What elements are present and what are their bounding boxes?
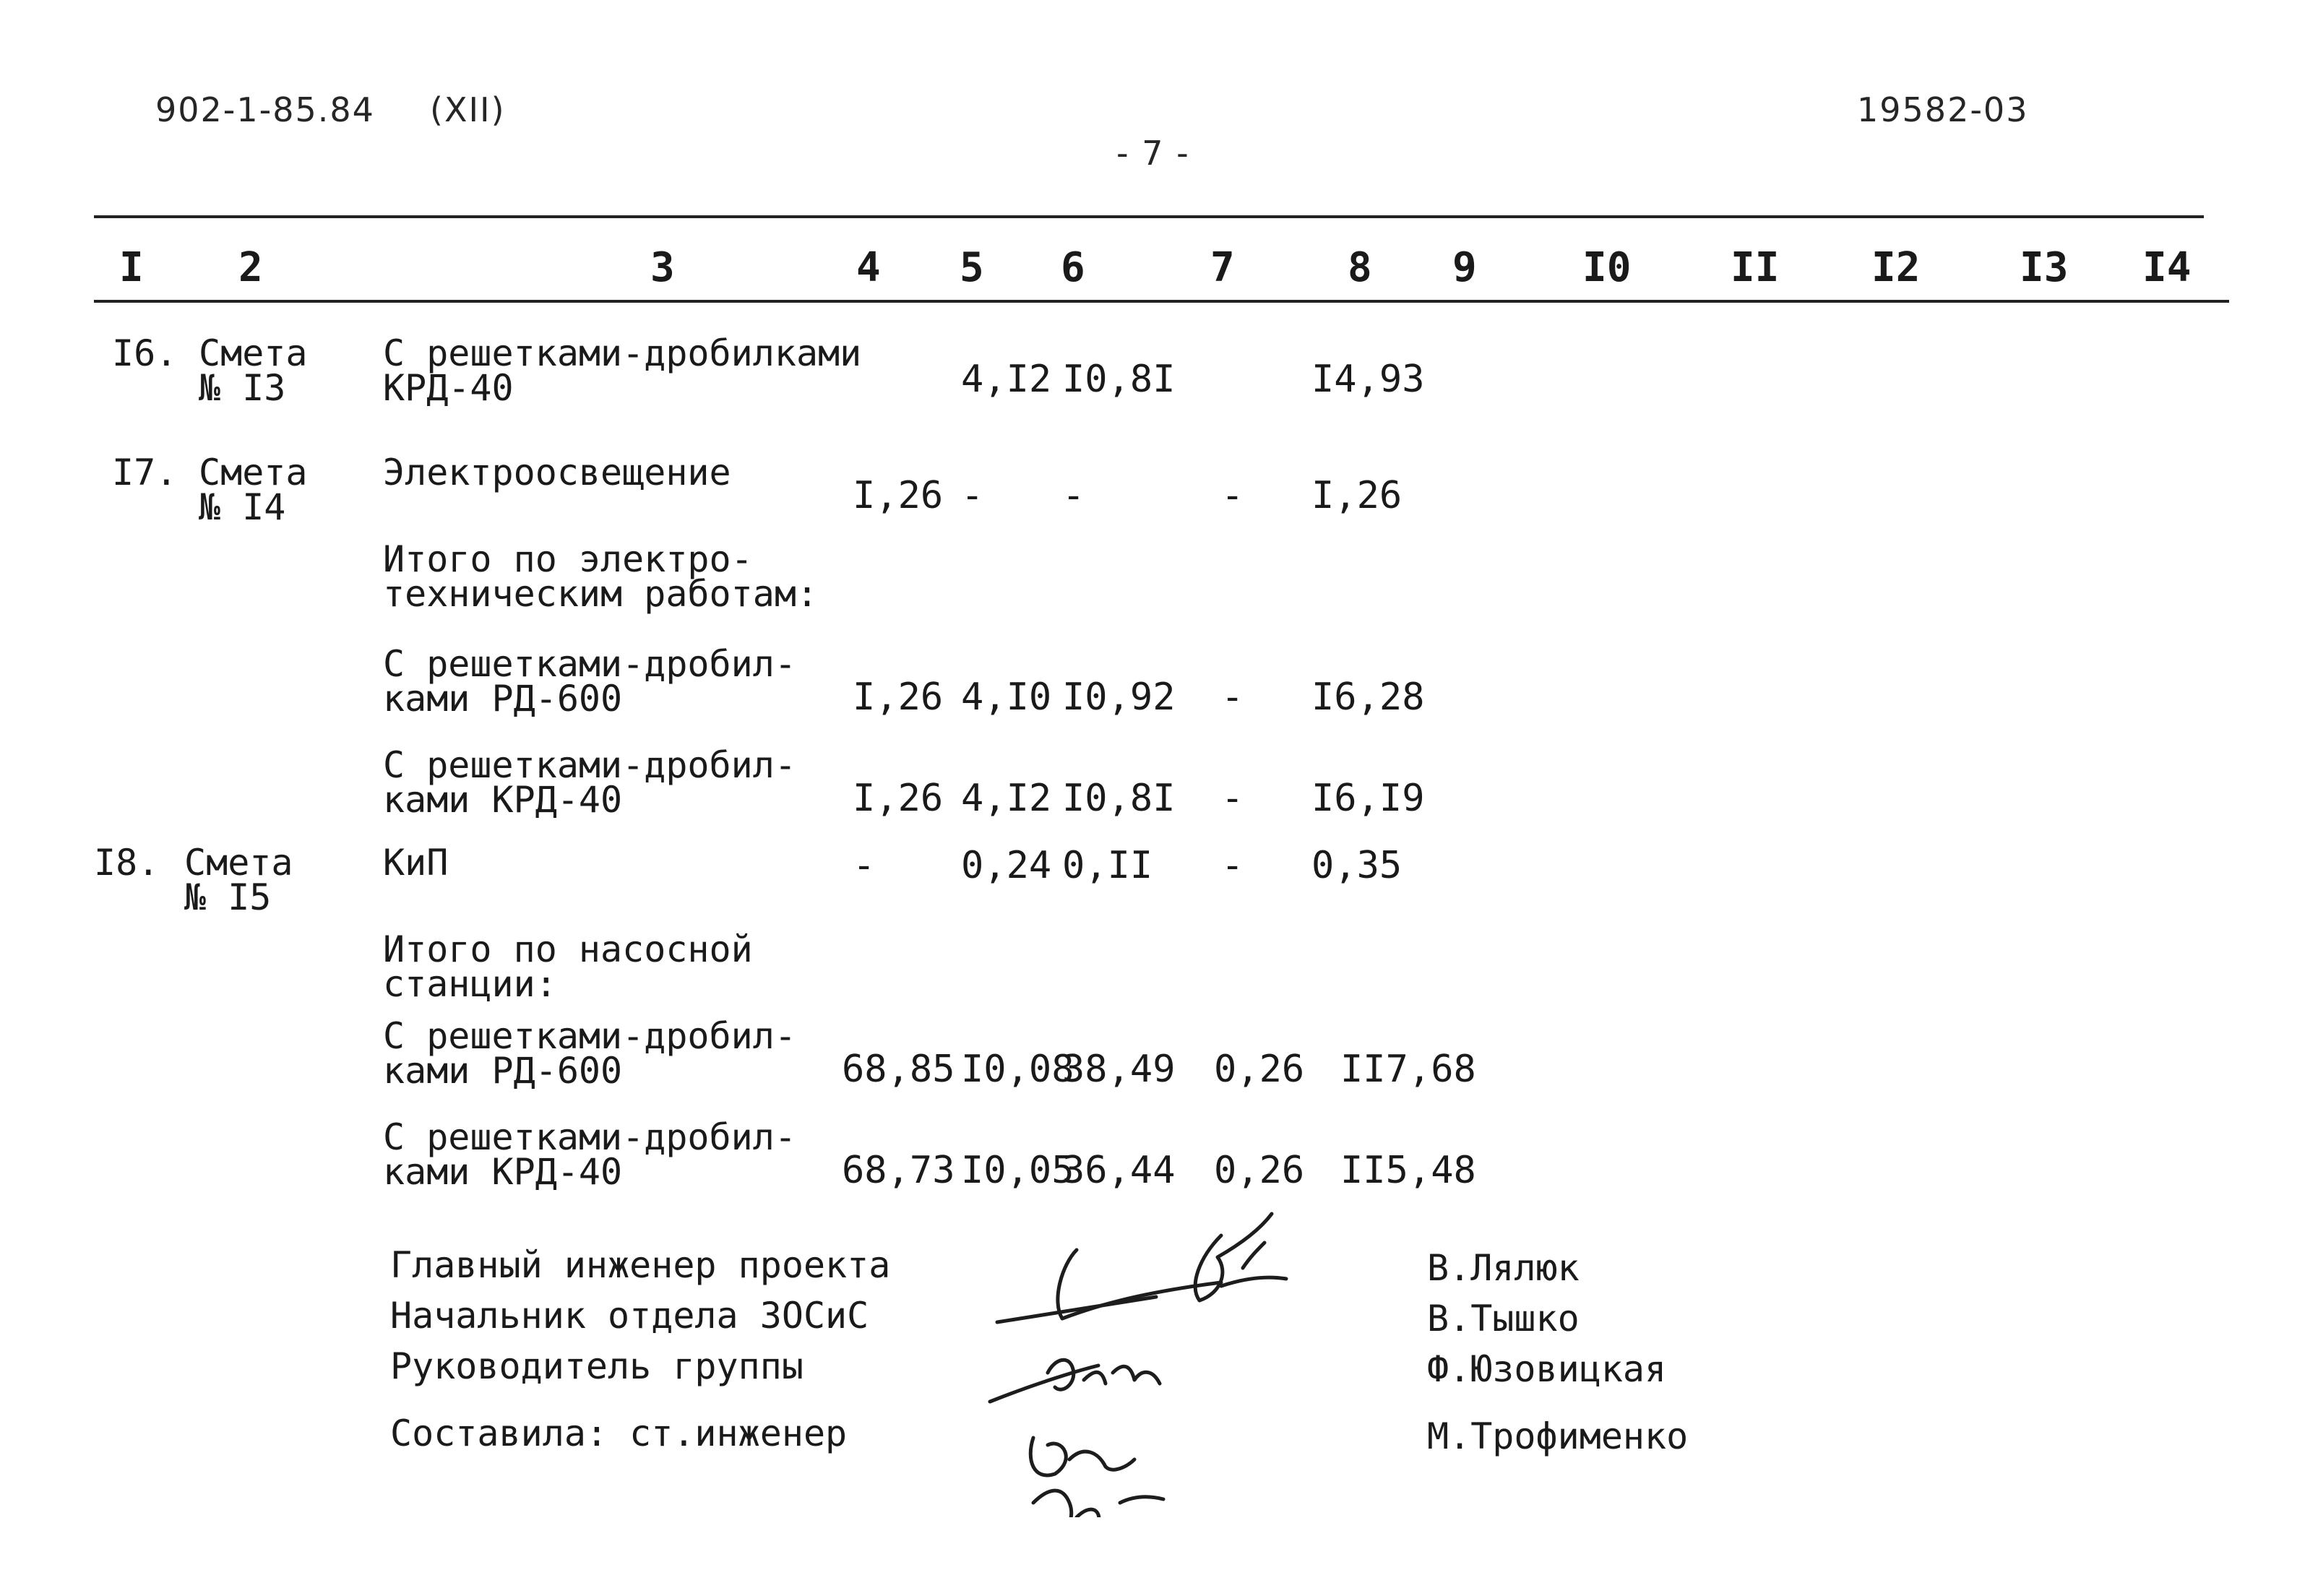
value-col-5: 4,I0 [961,676,1052,719]
album-number: (ХII) [430,90,506,129]
value-col-5: - [961,474,984,517]
handwritten-signatures [983,1199,1358,1517]
value-col-4: I,26 [853,777,944,820]
signatory-name: В.Тышко [1427,1298,1580,1340]
value-col-8: I,26 [1311,474,1403,517]
value-col-7: - [1221,777,1244,820]
signature-role: Главный инженер проекта [390,1244,891,1286]
signatory-name: В.Лялюк [1427,1247,1580,1289]
value-col-4: - [853,844,876,887]
signature-role: Начальник отдела ЗОСиС [390,1295,869,1337]
top-rule [94,215,2204,218]
column-header: 3 [650,244,675,291]
value-col-6: 36,44 [1062,1149,1176,1192]
value-col-8: II5,48 [1340,1149,1476,1192]
column-header: I3 [2020,244,2069,291]
estimate-reference: Смета № I5 [184,842,293,918]
value-col-5: 4,I2 [961,777,1052,820]
value-col-4: 68,73 [842,1149,955,1192]
value-col-5: 0,24 [961,844,1052,887]
value-col-4: I,26 [853,474,944,517]
column-header: 9 [1452,244,1477,291]
value-col-5: I0,08 [961,1048,1074,1091]
row-description: С решетками-дробилками КРД-40 [383,332,862,409]
row-number: I6. [112,332,178,374]
column-header: II [1731,244,1780,291]
row-description: С решетками-дробил- ками КРД-40 [383,744,796,821]
column-header: 8 [1348,244,1372,291]
row-description: Итого по электро- техническим работам: [383,538,819,615]
estimate-reference: Смета № I3 [199,332,308,409]
value-col-7: 0,26 [1214,1149,1305,1192]
page-number: - 7 - [1116,134,1190,173]
document-code: 902-1-85.84 [155,90,375,129]
value-col-6: I0,8I [1062,777,1176,820]
row-description: Итого по насосной станции: [383,928,753,1005]
signature-role: Руководитель группы [390,1345,803,1387]
column-header: 6 [1061,244,1085,291]
signatory-name: Ф.Юзовицкая [1427,1348,1667,1390]
value-col-8: I4,93 [1311,358,1425,401]
row-number: I7. [112,452,178,493]
column-header: 5 [960,244,984,291]
signature-role: Составила: ст.инженер [390,1412,848,1454]
value-col-6: I0,8I [1062,358,1176,401]
value-col-4: 68,85 [842,1048,955,1091]
column-header: I4 [2142,244,2192,291]
row-description: С решетками-дробил- ками РД-600 [383,1015,796,1092]
value-col-5: I0,05 [961,1149,1074,1192]
column-header: 4 [856,244,881,291]
column-header: 7 [1210,244,1235,291]
value-col-6: I0,92 [1062,676,1176,719]
value-col-7: 0,26 [1214,1048,1305,1091]
signatory-name: М.Трофименко [1427,1415,1689,1457]
header-rule [94,300,2229,303]
column-header: I2 [1871,244,1921,291]
row-description: КиП [383,842,449,884]
row-description: С решетками-дробил- ками КРД-40 [383,1116,796,1193]
column-header: I0 [1582,244,1632,291]
value-col-7: - [1221,844,1244,887]
row-description: С решетками-дробил- ками РД-600 [383,643,796,720]
value-col-7: - [1221,474,1244,517]
inventory-number: 19582-03 [1857,90,2029,129]
column-header: 2 [238,244,263,291]
row-description: Электроосвещение [383,452,731,493]
value-col-8: 0,35 [1311,844,1403,887]
value-col-5: 4,I2 [961,358,1052,401]
value-col-7: - [1221,676,1244,719]
estimate-reference: Смета № I4 [199,452,308,528]
value-col-4: I,26 [853,676,944,719]
value-col-6: - [1062,474,1085,517]
value-col-8: I6,28 [1311,676,1425,719]
value-col-8: I6,I9 [1311,777,1425,820]
value-col-6: 38,49 [1062,1048,1176,1091]
value-col-8: II7,68 [1340,1048,1476,1091]
row-number: I8. [94,842,160,884]
value-col-6: 0,II [1062,844,1153,887]
column-header: I [119,244,144,291]
